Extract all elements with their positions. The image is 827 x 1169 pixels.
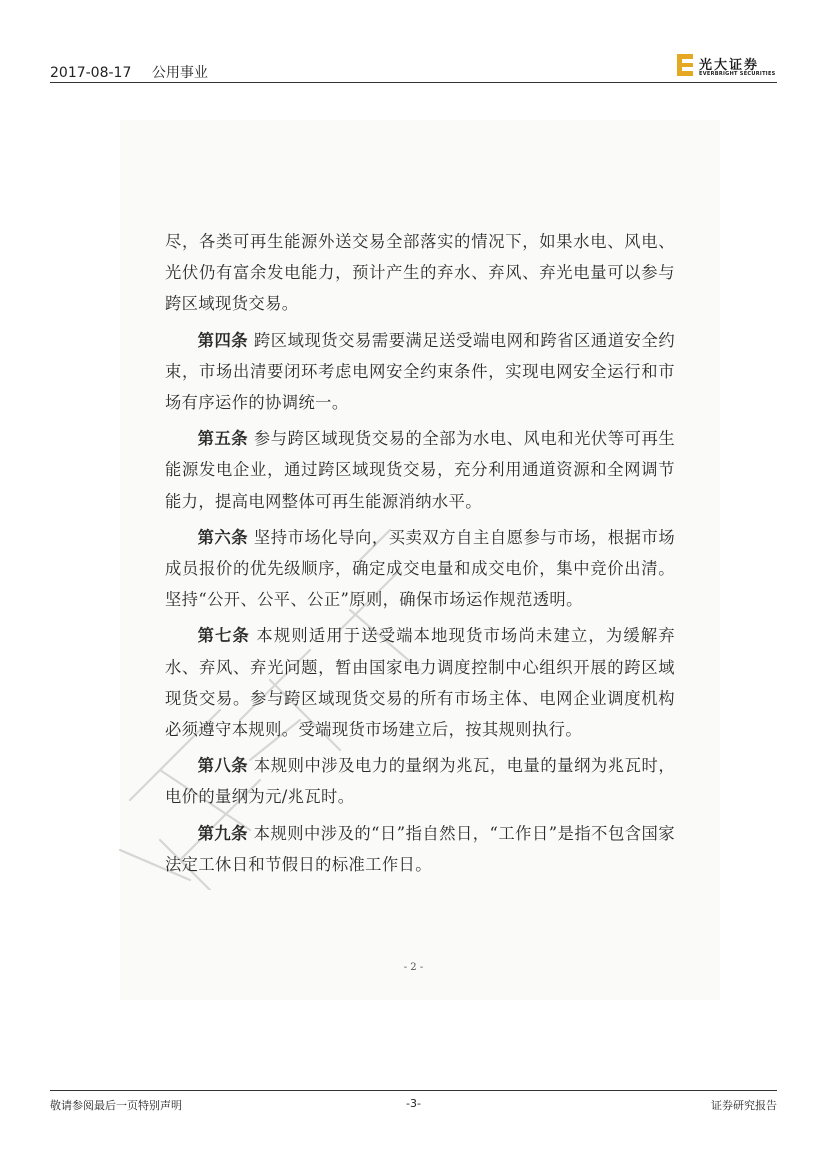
header-meta — [50, 62, 224, 82]
paragraph — [165, 818, 675, 880]
report-sector: 公用事业 — [151, 65, 208, 81]
logo-mark-icon — [677, 54, 693, 76]
page-header — [50, 56, 777, 83]
paragraph — [165, 423, 675, 517]
everbright-logo — [677, 54, 777, 80]
page-footer — [50, 1090, 777, 1115]
document-body — [165, 226, 675, 885]
scan-page-number: - 2 - — [403, 962, 424, 973]
article-number: 第四条 — [197, 330, 249, 350]
logo-text-cn: 光大证券 — [699, 58, 760, 73]
paragraph: 尽，各类可再生能源外送交易全部落实的情况下，如果水电、风电、光伏仍有富余发电能力，预计产生的弃水、弃风、弃光电量可以参与跨区域现货交易。 — [165, 232, 675, 314]
page-number: -3- — [406, 1097, 421, 1110]
article-text: 本规则适用于送受端本地现货市场尚未建立，为缓解弃水、弃风、弃光问题，暂由国家电力调度控制中心组织开展的跨区域现货交易。参与跨区域现货交易的所有市场主体、电网企业调度机构必须遵守本规则。受端现货市场建立后，按其规则执行。 — [165, 626, 676, 740]
article-number: 第六条 — [197, 527, 249, 547]
article-number: 第五条 — [197, 429, 249, 449]
article-number: 第八条 — [197, 756, 249, 776]
logo-text-en: EVERBRIGHT SECURITIES — [699, 71, 776, 77]
paragraph — [165, 325, 675, 419]
article-text: 本规则中涉及电力的量纲为兆瓦，电量的量纲为兆瓦时，电价的量纲为元/兆瓦时。 — [165, 756, 675, 807]
report-type: 证券研究报告 — [711, 1099, 777, 1112]
article-number: 第九条 — [197, 823, 248, 843]
article-text: 坚持市场化导向，买卖双方自主自愿参与市场，根据市场成员报价的优先级顺序，确定成交电量和成交电价，集中竞价出清。坚持“公开、公平、公正”原则，确保市场运作规范透明。 — [165, 527, 675, 610]
paragraph — [165, 522, 675, 616]
article-text: 跨区域现货交易需要满足送受端电网和跨省区通道安全约束，市场出清要闭环考虑电网安全约束条件，实现电网安全运行和市场有序运作的协调统一。 — [165, 330, 675, 413]
article-number: 第七条 — [197, 626, 251, 646]
paragraph — [165, 620, 675, 745]
paragraph — [165, 750, 675, 812]
report-date: 2017-08-17 — [50, 65, 132, 81]
article-text: 参与跨区域现货交易的全部为水电、风电和光伏等可再生能源发电企业，通过跨区域现货交易，充分利用通道资源和全网调节能力，提高电网整体可再生能源消纳水平。 — [165, 429, 675, 511]
article-text: 本规则中涉及的“日”指自然日，“工作日”是指不包含国家法定工休日和节假日的标准工作日。 — [165, 823, 675, 874]
disclaimer-note: 敬请参阅最后一页特别声明 — [50, 1099, 182, 1112]
